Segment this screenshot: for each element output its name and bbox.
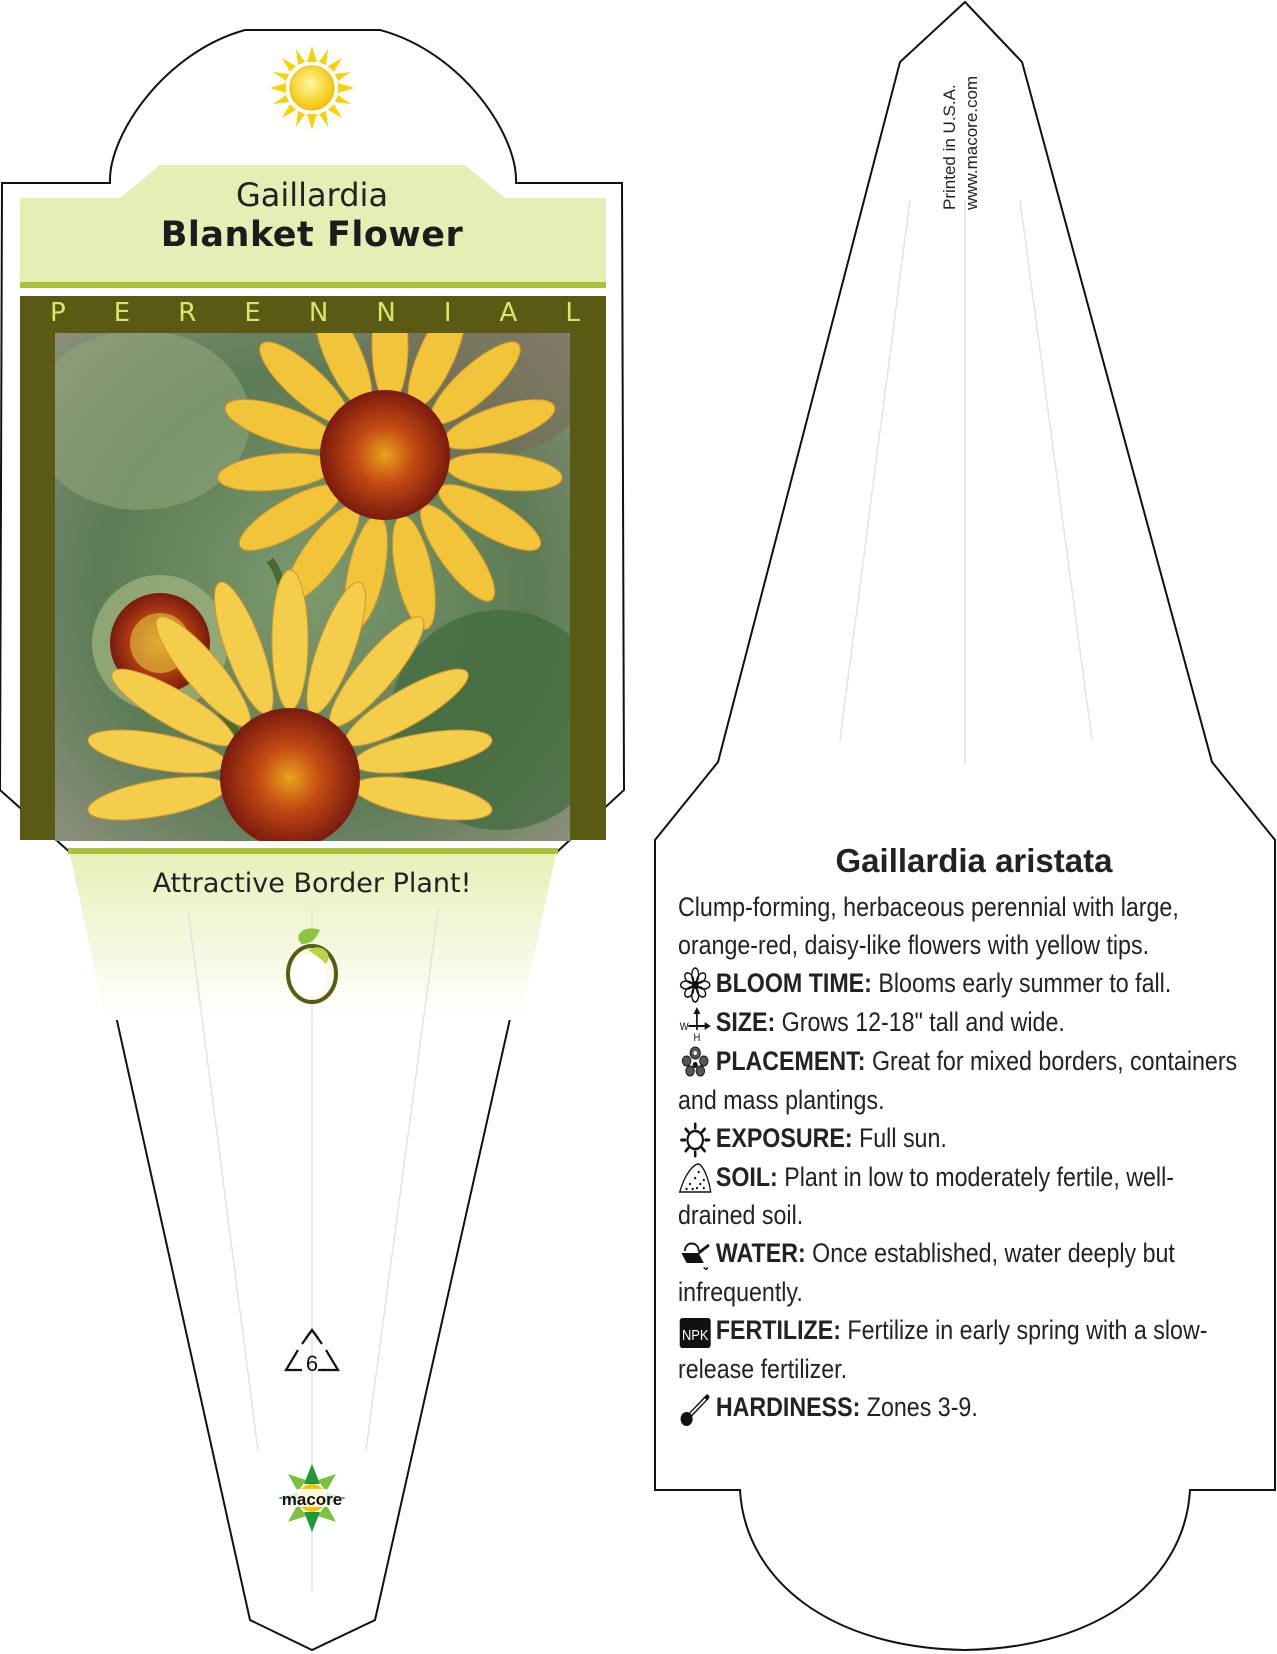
category-letter: L [565, 298, 580, 328]
care-text: Full sun. [859, 1122, 947, 1153]
sun-outline-icon [678, 1122, 712, 1158]
care-item-placement [678, 1042, 1247, 1119]
genus-title: Gaillardia [235, 176, 389, 214]
care-item-water [678, 1234, 1247, 1311]
care-label: EXPOSURE: [715, 1122, 853, 1153]
care-label: FERTILIZE: [715, 1315, 841, 1346]
printed-in-text: Printed in U.S.A. [940, 84, 959, 210]
care-text: Plant in low to moderately fertile, well-drained soil. [678, 1161, 1174, 1231]
care-info [678, 842, 1248, 1427]
care-text: Zones 3-9. [866, 1392, 978, 1423]
category-letter: N [308, 298, 329, 328]
plants-icon [678, 1045, 712, 1081]
soil-pile-icon [678, 1160, 712, 1196]
category-letter: A [499, 298, 518, 328]
botanical-name: Gaillardia aristata [835, 842, 1113, 879]
category-letter: R [178, 298, 197, 328]
sun-icon [270, 46, 354, 130]
care-text: Once established, water deeply but infrequently. [678, 1238, 1175, 1308]
care-text: Blooms early summer to fall. [878, 968, 1172, 998]
care-text: Great for mixed borders, containers and mass plantings. [678, 1045, 1238, 1115]
category-letter: N [376, 298, 396, 328]
care-item-bloom [678, 964, 1247, 1003]
care-label: PLACEMENT: [715, 1045, 866, 1076]
care-label: WATER: [715, 1238, 806, 1269]
flower-photo [30, 287, 610, 848]
care-text: Fertilize in early spring with a slow-release fertilizer. [678, 1315, 1208, 1385]
size-axes-icon [678, 1006, 712, 1042]
description: Clump-forming, herbaceous perennial with large, orange-red, daisy-like flowers with yellow tips. [678, 892, 1179, 960]
category-letter: I [443, 298, 452, 328]
print-info [940, 50, 980, 220]
category-letter: E [113, 298, 131, 328]
flower-icon [678, 967, 712, 1003]
recycle-number: 6 [305, 1351, 319, 1376]
care-label: BLOOM TIME: [715, 968, 872, 998]
common-name-title: Blanket Flower [160, 215, 464, 255]
svg-text:NPK: NPK [681, 1326, 709, 1344]
care-text: Grows 12-18" tall and wide. [781, 1006, 1065, 1037]
category-letter: E [244, 298, 261, 328]
npk-icon [678, 1314, 712, 1350]
care-label: HARDINESS: [715, 1392, 861, 1423]
watering-can-icon [678, 1237, 712, 1273]
front-tag [0, 30, 624, 1650]
macore-brand-text: macore [281, 1490, 343, 1509]
care-item-exposure [678, 1119, 1247, 1158]
category-label [50, 298, 580, 328]
care-label: SIZE: [715, 1006, 776, 1037]
care-item-fertilize [678, 1311, 1247, 1388]
thermometer-icon [678, 1391, 712, 1427]
tagline: Attractive Border Plant! [152, 868, 472, 899]
category-letter: P [50, 298, 66, 328]
care-item-hardiness [678, 1388, 1247, 1427]
svg-text:W: W [679, 1021, 689, 1033]
care-item-soil [678, 1158, 1247, 1235]
care-item-size [678, 1003, 1247, 1042]
website-text: www.macore.com [962, 75, 981, 210]
svg-text:H: H [693, 1032, 701, 1042]
care-label: SOIL: [715, 1161, 778, 1192]
